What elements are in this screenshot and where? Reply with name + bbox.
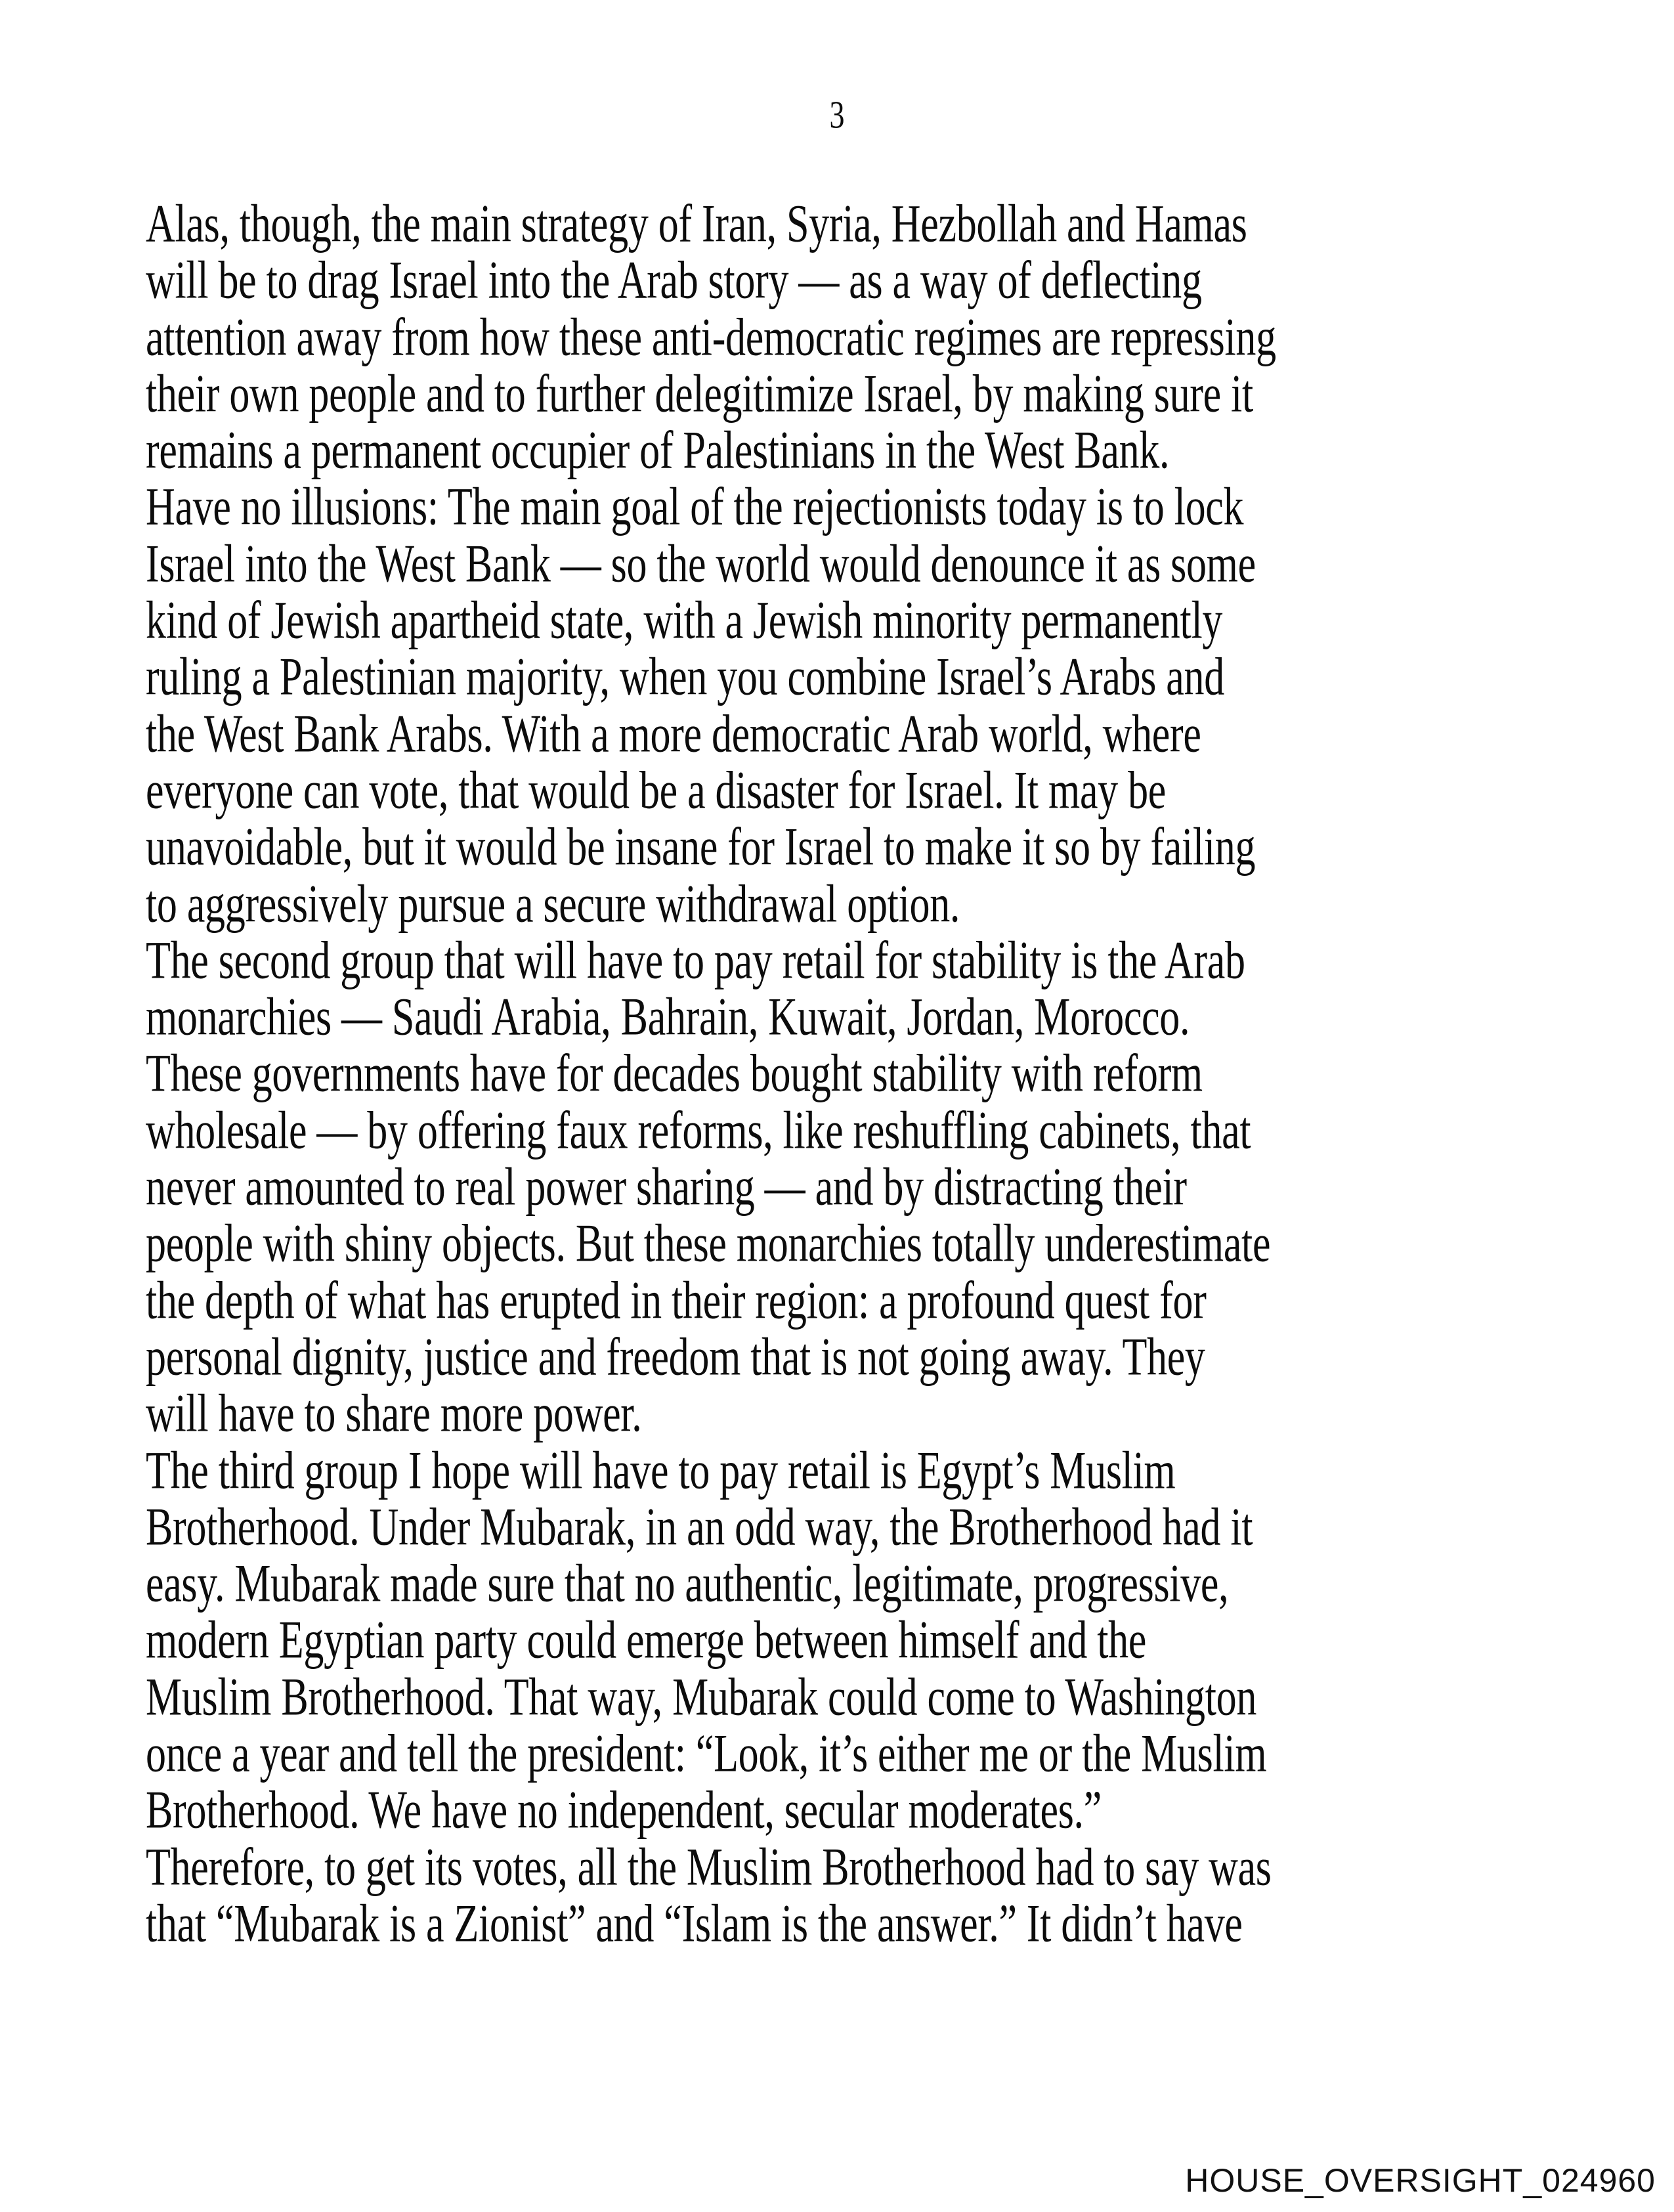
bates-number: HOUSE_OVERSIGHT_024960 bbox=[1185, 2162, 1656, 2199]
text-line: These governments have for decades bought stability with reform bbox=[146, 1044, 1203, 1104]
text-line: personal dignity, justice and freedom that is not going away. They bbox=[146, 1328, 1205, 1387]
body-text bbox=[146, 196, 1577, 1952]
text-line: will have to share more power. bbox=[146, 1384, 642, 1444]
text-line: Israel into the West Bank — so the world would denounce it as some bbox=[146, 534, 1256, 594]
text-line: that “Mubarak is a Zionist” and “Islam is the answer.” It didn’t have bbox=[146, 1894, 1243, 1953]
text-line: attention away from how these anti-democratic regimes are repressing bbox=[146, 307, 1276, 367]
text-line: never amounted to real power sharing — and by distracting their bbox=[146, 1158, 1187, 1217]
text-line: modern Egyptian party could emerge between himself and the bbox=[146, 1611, 1147, 1670]
text-line: Therefore, to get its votes, all the Muslim Brotherhood had to say was bbox=[146, 1837, 1272, 1897]
text-line: Alas, though, the main strategy of Iran, Syria, Hezbollah and Hamas bbox=[146, 194, 1247, 253]
text-line: unavoidable, but it would be insane for Israel to make it so by failing bbox=[146, 817, 1256, 877]
text-line: Brotherhood. Under Mubarak, in an odd way, the Brotherhood had it bbox=[146, 1497, 1253, 1557]
text-line: the depth of what has erupted in their region: a profound quest for bbox=[146, 1270, 1207, 1330]
text-line: Brotherhood. We have no independent, secular moderates.” bbox=[146, 1781, 1102, 1840]
text-line: The second group that will have to pay retail for stability is the Arab bbox=[146, 930, 1245, 990]
text-line: remains a permanent occupier of Palestinians in the West Bank. bbox=[146, 421, 1170, 481]
text-line: the West Bank Arabs. With a more democratic Arab world, where bbox=[146, 704, 1201, 764]
text-line: wholesale — by offering faux reforms, like reshuffling cabinets, that bbox=[146, 1100, 1251, 1160]
text-line: ruling a Palestinian majority, when you combine Israel’s Arabs and bbox=[146, 647, 1224, 707]
text-line: Have no illusions: The main goal of the rejectionists today is to lock bbox=[146, 477, 1244, 537]
text-line: easy. Mubarak made sure that no authentic, legitimate, progressive, bbox=[146, 1554, 1229, 1613]
text-line: their own people and to further delegitimize Israel, by making sure it bbox=[146, 364, 1253, 423]
text-line: once a year and tell the president: “Look, it’s either me or the Muslim bbox=[146, 1724, 1267, 1783]
text-line: people with shiny objects. But these monarchies totally underestimate bbox=[146, 1214, 1271, 1274]
text-line: The third group I hope will have to pay retail is Egypt’s Muslim bbox=[146, 1441, 1176, 1500]
text-line: will be to drag Israel into the Arab story — as a way of deflecting bbox=[146, 251, 1202, 311]
text-line: Muslim Brotherhood. That way, Mubarak could come to Washington bbox=[146, 1667, 1257, 1727]
text-line: everyone can vote, that would be a disaster for Israel. It may be bbox=[146, 761, 1166, 820]
text-line: kind of Jewish apartheid state, with a Jewish minority permanently bbox=[146, 591, 1223, 650]
text-line: to aggressively pursue a secure withdrawal option. bbox=[146, 874, 960, 934]
page-number: 3 bbox=[829, 93, 845, 137]
text-line: monarchies — Saudi Arabia, Bahrain, Kuwait, Jordan, Morocco. bbox=[146, 987, 1190, 1047]
